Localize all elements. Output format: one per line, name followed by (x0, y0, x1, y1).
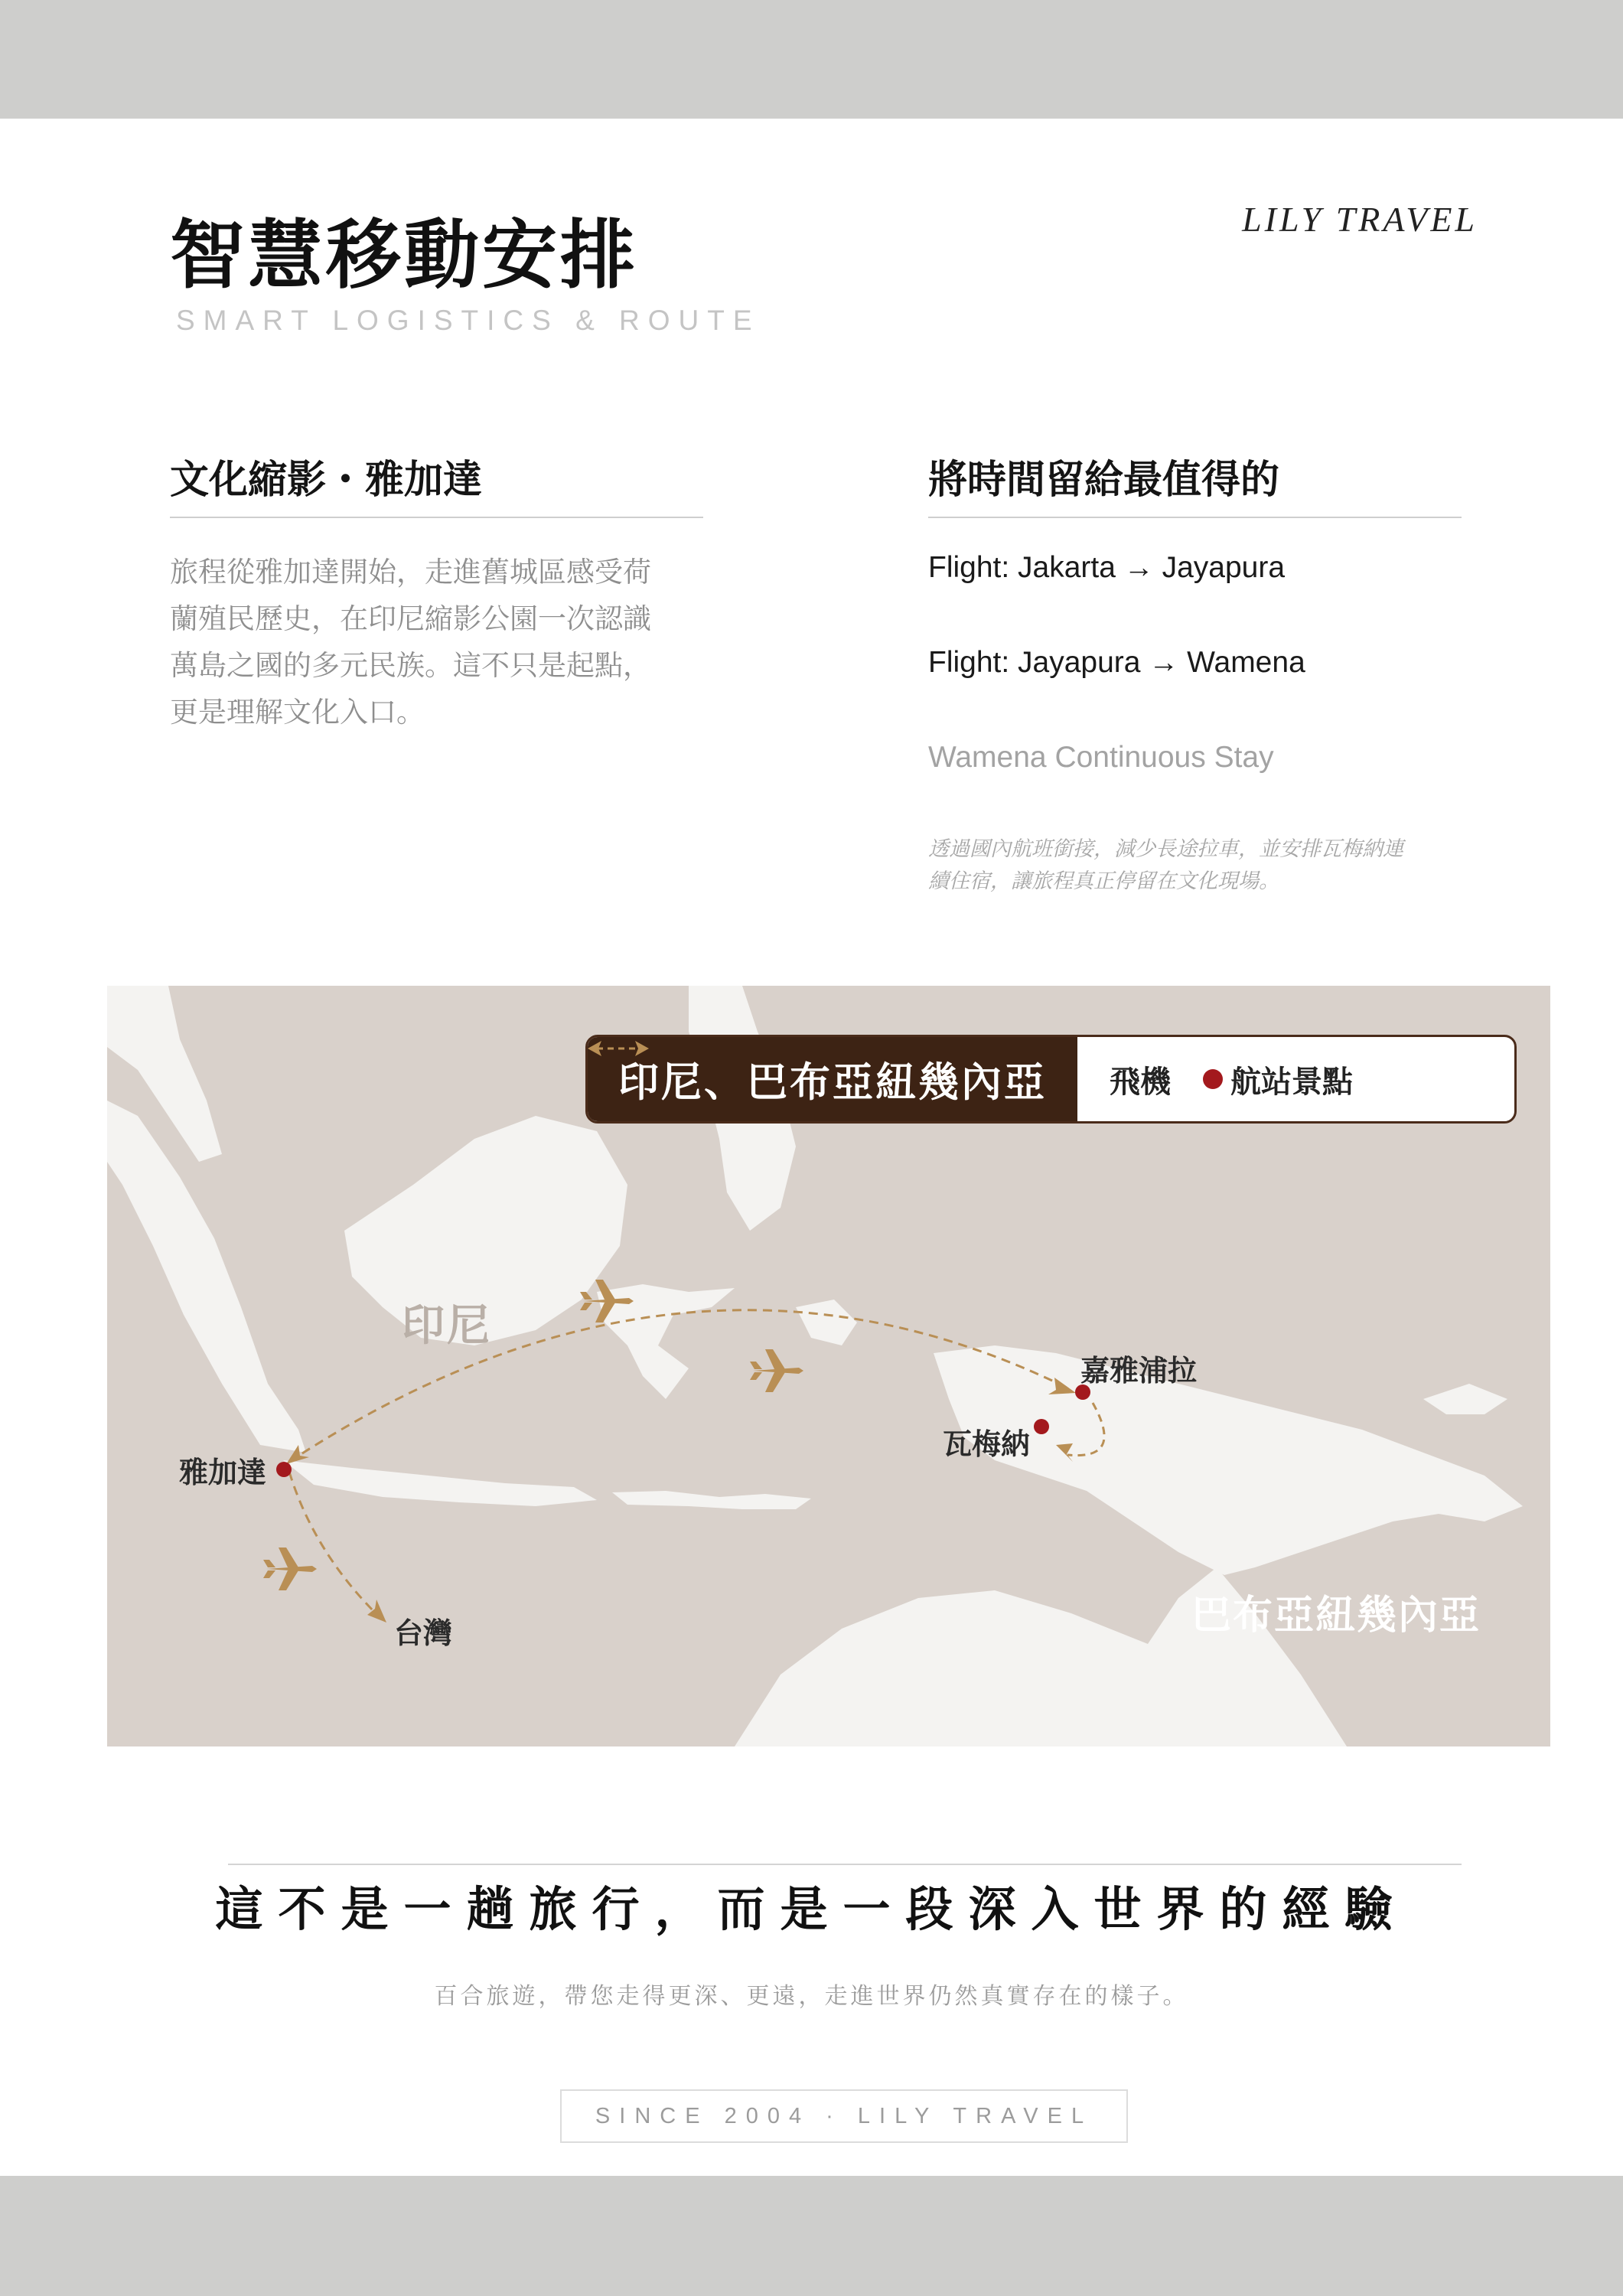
logistics-divider (928, 517, 1462, 518)
route-map (107, 986, 1550, 1746)
station-wamena (1034, 1419, 1049, 1434)
logistics-heading: 將時間留給最值得的 (928, 457, 1280, 503)
page-title: 智慧移動安排 (170, 211, 639, 299)
station-dot-icon (1203, 1069, 1223, 1089)
region-label-png: 巴布亞紐幾內亞 (1191, 1593, 1481, 1639)
arrow-head-taiwan (367, 1600, 386, 1623)
place-label-jakarta: 雅加達 (179, 1456, 267, 1489)
culture-section (170, 448, 703, 764)
culture-heading: 文化縮影・雅加達 (170, 457, 483, 503)
plane-icon (263, 1548, 317, 1590)
legend-title: 印尼、巴布亞紐幾內亞 (588, 1037, 1077, 1121)
legend-flight (1110, 1037, 1171, 1121)
culture-body: 旅程從雅加達開始，走進舊城區感受荷蘭殖民歷史，在印尼縮影公園一次認識萬島之國的多元民族。這不只是起點，更是理解文化入口。 (170, 556, 651, 729)
place-label-jayapura: 嘉雅浦拉 (1080, 1354, 1198, 1388)
dashed-arrow-icon (588, 1037, 649, 1060)
route-item-wamena-stay: Wamena Continuous Stay (928, 741, 1274, 774)
logistics-section (928, 448, 1462, 898)
legend-station (1203, 1037, 1353, 1121)
land-java (283, 1460, 597, 1506)
land-sunda (612, 1491, 811, 1509)
region-label-indonesia: 印尼 (402, 1301, 492, 1351)
plane-icon (750, 1349, 803, 1392)
map-legend (585, 1035, 1517, 1124)
land-bismarck (1423, 1384, 1507, 1414)
brand-logo-text: LILY TRAVEL (1242, 200, 1478, 239)
page (0, 119, 1623, 2176)
route-item-jayapura-wamena: Flight: Jayapura → Wamena (928, 646, 1305, 679)
culture-divider (170, 517, 703, 518)
closing-tagline: 百合旅遊，帶您走得更深、更遠，走進世界仍然真實存在的樣子。 (434, 1983, 1189, 2010)
legend-flight-label: 飛機 (1110, 1064, 1171, 1100)
place-label-taiwan: 台灣 (394, 1616, 453, 1650)
since-badge: SINCE 2004 · LILY TRAVEL (560, 2089, 1128, 2143)
route-item-jakarta-jayapura: Flight: Jakarta → Jayapura (928, 551, 1286, 584)
legend-station-label: 航站景點 (1230, 1064, 1353, 1100)
logistics-note: 透過國內航班銜接，減少長途拉車，並安排瓦梅納連續住宿，讓旅程真正停留在文化現場。 (928, 837, 1403, 893)
page-subtitle: SMART LOGISTICS & ROUTE (176, 305, 761, 336)
station-jakarta (276, 1462, 292, 1477)
quote-divider (228, 1864, 1462, 1865)
place-label-wamena: 瓦梅納 (943, 1427, 1031, 1461)
closing-quote: 這不是一趟旅行，而是一段深入世界的經驗 (215, 1881, 1408, 1937)
land-maluku (796, 1300, 857, 1345)
